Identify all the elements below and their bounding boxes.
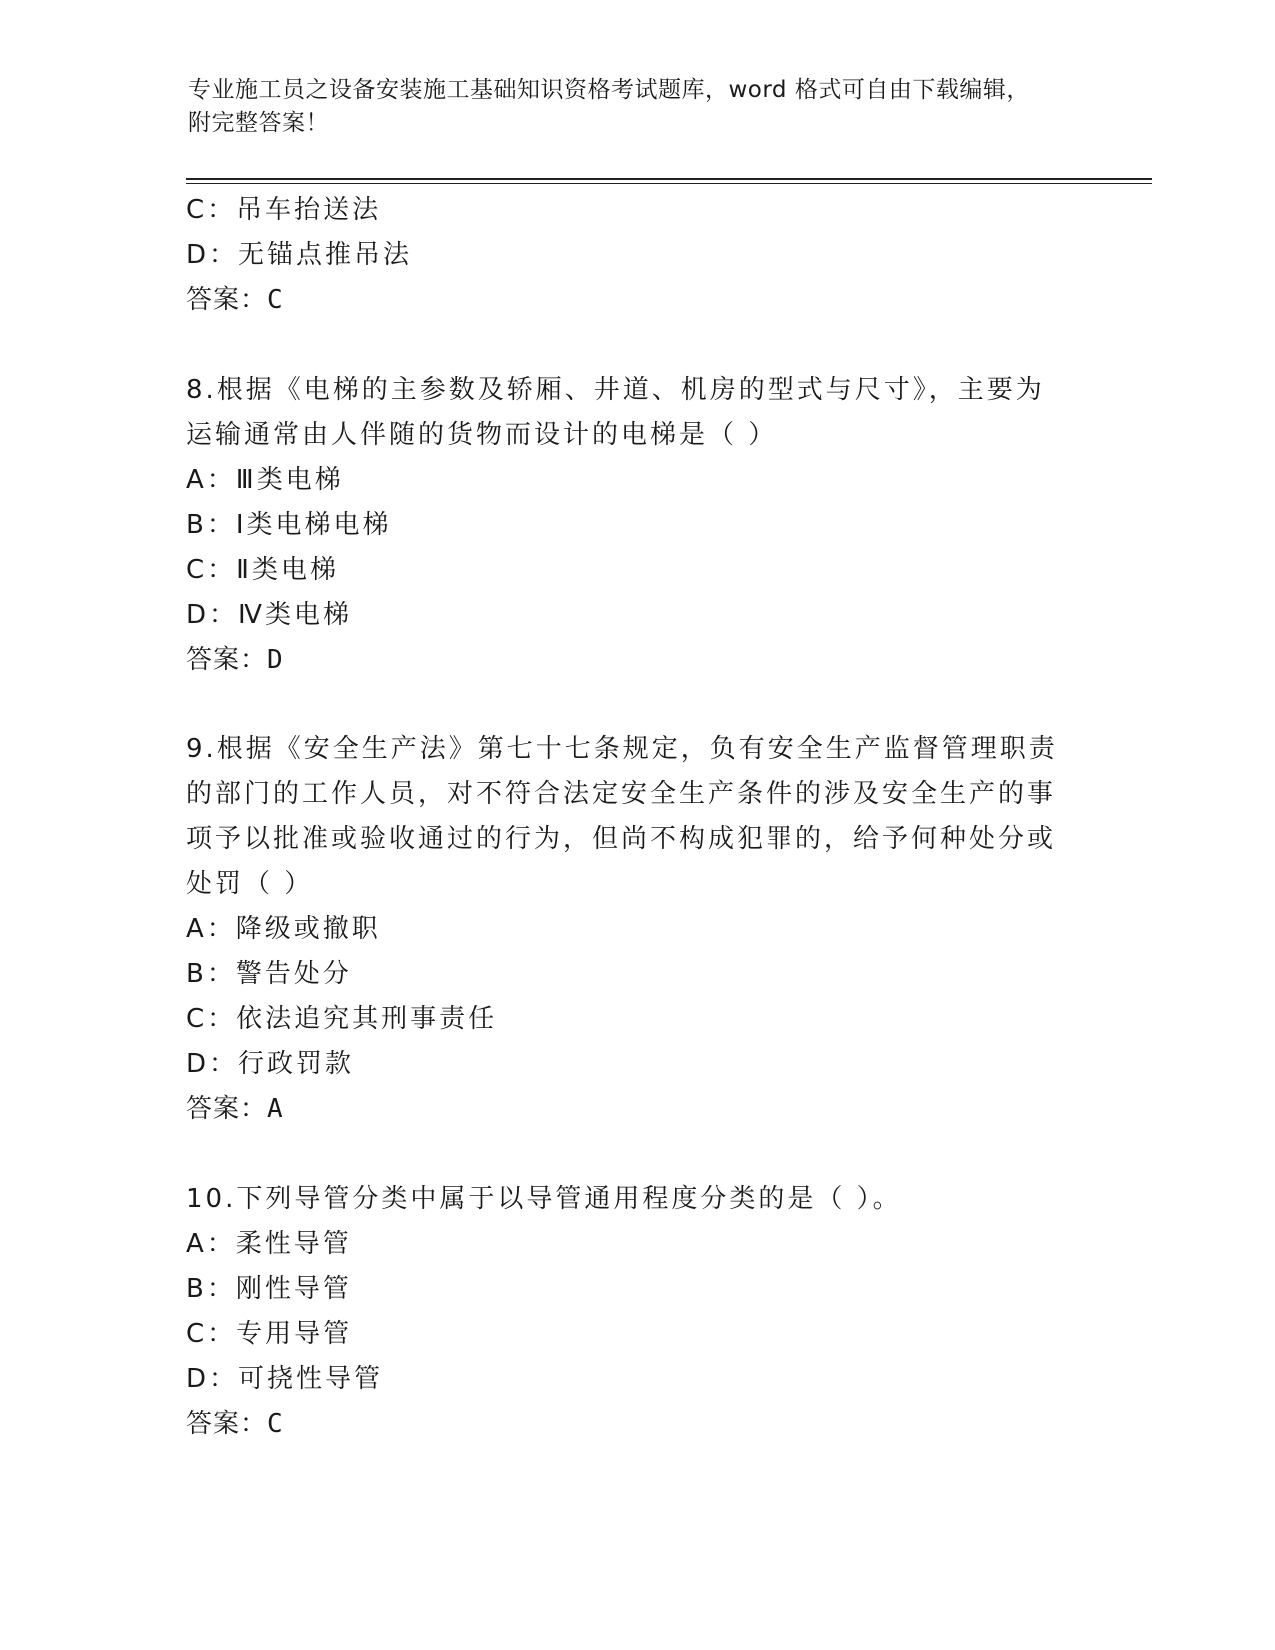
answer-value: C <box>267 285 284 315</box>
q8-option-b: B：Ⅰ类电梯电梯 <box>186 510 392 540</box>
q9-option-a: A：降级或撤职 <box>186 914 381 944</box>
q9-stem-line-4: 处罚（ ） <box>186 869 314 899</box>
q8-answer <box>186 644 284 676</box>
q9-option-b: B：警告处分 <box>186 959 352 989</box>
q10-option-d: D：可挠性导管 <box>186 1364 384 1394</box>
answer-label: 答案： <box>186 1094 268 1124</box>
q9-option-d: D：行政罚款 <box>186 1049 355 1079</box>
q10-answer <box>186 1408 284 1440</box>
q7-answer <box>186 284 284 316</box>
header-line-1: 专业施工员之设备安装施工基础知识资格考试题库，word 格式可自由下载编辑， <box>188 77 1030 103</box>
answer-label: 答案： <box>186 285 268 315</box>
q7-option-d: D：无锚点推吊法 <box>186 240 413 270</box>
answer-value: A <box>267 1094 284 1124</box>
q9-answer <box>186 1093 284 1125</box>
q9-stem-line-2: 的部门的工作人员，对不符合法定安全生产条件的涉及安全生产的事 <box>186 779 1057 809</box>
answer-label: 答案： <box>186 1409 268 1439</box>
q9-stem-line-1: 9.根据《安全生产法》第七十七条规定，负有安全生产监督管理职责 <box>186 734 1058 764</box>
document-header <box>188 74 1068 140</box>
q8-option-a: A：Ⅲ类电梯 <box>186 465 344 495</box>
answer-value: D <box>267 645 284 675</box>
answer-value: C <box>267 1409 284 1439</box>
q8-option-d: D：Ⅳ类电梯 <box>186 600 353 630</box>
q10-option-c: C：专用导管 <box>186 1319 353 1349</box>
header-divider-thin <box>186 183 1152 184</box>
q9-option-c: C：依法追究其刑事责任 <box>186 1004 498 1034</box>
answer-label: 答案： <box>186 645 268 675</box>
q10-option-b: B：刚性导管 <box>186 1274 352 1304</box>
header-line-2: 附完整答案！ <box>188 110 329 136</box>
q8-option-c: C：Ⅱ类电梯 <box>186 555 339 585</box>
q10-option-a: A：柔性导管 <box>186 1229 352 1259</box>
q8-stem-line-1: 8.根据《电梯的主参数及轿厢、井道、机房的型式与尺寸》，主要为 <box>186 375 1045 405</box>
header-divider-thick <box>186 178 1152 180</box>
q10-stem-line-1: 10.下列导管分类中属于以导管通用程度分类的是（ ）。 <box>186 1184 902 1214</box>
q8-stem-line-2: 运输通常由人伴随的货物而设计的电梯是（ ） <box>186 420 778 450</box>
q9-stem-line-3: 项予以批准或验收通过的行为，但尚不构成犯罪的，给予何种处分或 <box>186 824 1057 854</box>
q7-option-c: C：吊车抬送法 <box>186 195 382 225</box>
